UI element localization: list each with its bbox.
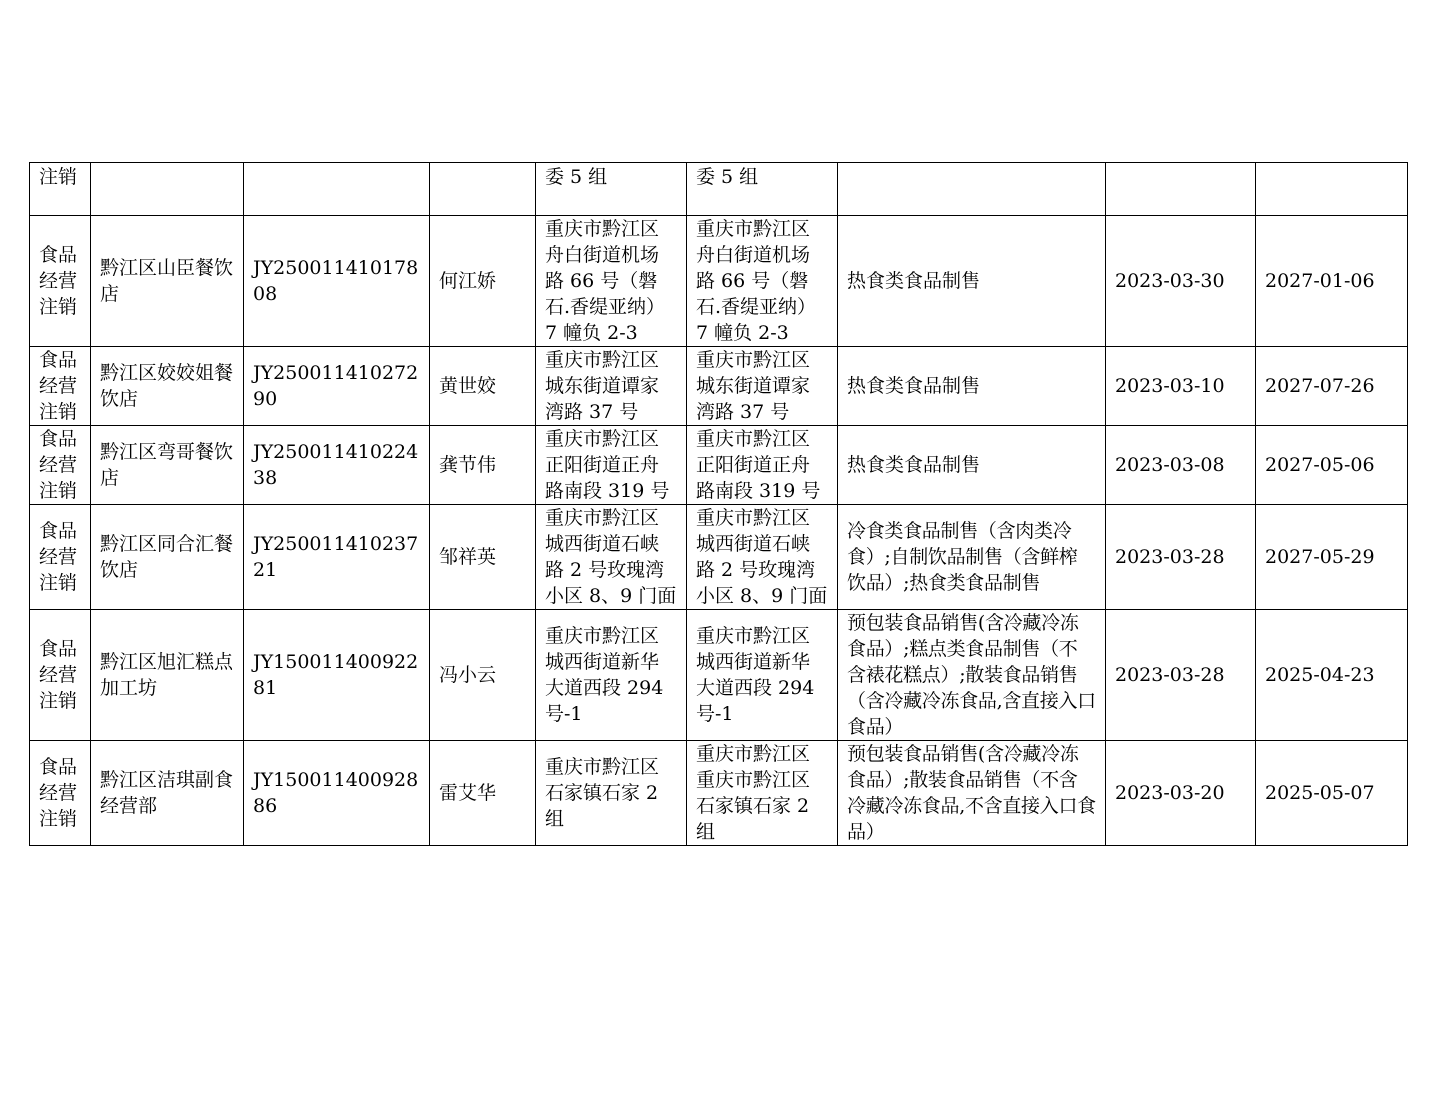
table-row [30,741,1408,846]
cell-name: 黔江区同合汇餐饮店 [91,505,244,610]
cell-cancel-date: 2023-03-30 [1106,216,1256,347]
cell-cancel-date: 2023-03-28 [1106,610,1256,741]
cell-license: JY15001140092281 [244,610,430,741]
table-row [30,426,1408,505]
cell-biz-addr: 重庆市黔江区城东街道谭家湾路 37 号 [687,347,838,426]
table-row [30,505,1408,610]
cell-biz-addr: 重庆市黔江区城西街道新华大道西段 294 号-1 [687,610,838,741]
cell-valid-until: 2027-05-06 [1256,426,1408,505]
cell-person: 邹祥英 [430,505,536,610]
cell-type: 食品经营注销 [30,741,91,846]
cell-reg-addr: 重庆市黔江区正阳街道正舟路南段 319 号 [536,426,687,505]
cell-license: JY25001141027290 [244,347,430,426]
cell-reg-addr: 委 5 组 [536,163,687,216]
cell-valid-until: 2027-07-26 [1256,347,1408,426]
cell-type: 食品经营注销 [30,610,91,741]
cell-person [430,163,536,216]
cell-cancel-date: 2023-03-20 [1106,741,1256,846]
cell-valid-until: 2027-05-29 [1256,505,1408,610]
cell-person: 黄世姣 [430,347,536,426]
cell-type: 食品经营注销 [30,347,91,426]
cell-person: 何江娇 [430,216,536,347]
cell-valid-until: 2027-01-06 [1256,216,1408,347]
cell-type: 注销 [30,163,91,216]
cell-cancel-date: 2023-03-28 [1106,505,1256,610]
cell-type: 食品经营注销 [30,426,91,505]
cell-biz-addr: 重庆市黔江区城西街道石峡路 2 号玫瑰湾小区 8、9 门面 [687,505,838,610]
table-row [30,216,1408,347]
cell-biz-addr: 委 5 组 [687,163,838,216]
cell-person: 冯小云 [430,610,536,741]
cell-name: 黔江区弯哥餐饮店 [91,426,244,505]
cell-license: JY25001141022438 [244,426,430,505]
table-row [30,163,1408,216]
license-cancellation-table [29,162,1408,846]
cell-type: 食品经营注销 [30,216,91,347]
table-row [30,610,1408,741]
cell-scope: 预包装食品销售(含冷藏冷冻食品）;糕点类食品制售（不含裱花糕点）;散装食品销售（含冷藏冷冻食品,含直接入口食品） [838,610,1106,741]
cell-name [91,163,244,216]
cell-type: 食品经营注销 [30,505,91,610]
cell-reg-addr: 重庆市黔江区城东街道谭家湾路 37 号 [536,347,687,426]
cell-license: JY25001141023721 [244,505,430,610]
cell-person: 雷艾华 [430,741,536,846]
cell-reg-addr: 重庆市黔江区城西街道石峡路 2 号玫瑰湾小区 8、9 门面 [536,505,687,610]
cell-license: JY25001141017808 [244,216,430,347]
cell-name: 黔江区旭汇糕点加工坊 [91,610,244,741]
cell-reg-addr: 重庆市黔江区城西街道新华大道西段 294 号-1 [536,610,687,741]
cell-name: 黔江区姣姣姐餐饮店 [91,347,244,426]
cell-biz-addr: 重庆市黔江区正阳街道正舟路南段 319 号 [687,426,838,505]
cell-scope [838,163,1106,216]
cell-license: JY15001140092886 [244,741,430,846]
cell-valid-until: 2025-05-07 [1256,741,1408,846]
cell-biz-addr: 重庆市黔江区重庆市黔江区石家镇石家 2 组 [687,741,838,846]
cell-biz-addr: 重庆市黔江区舟白街道机场路 66 号（磐石.香缇亚纳）7 幢负 2-3 [687,216,838,347]
cell-scope: 冷食类食品制售（含肉类冷食）;自制饮品制售（含鲜榨饮品）;热食类食品制售 [838,505,1106,610]
cell-license [244,163,430,216]
cell-person: 龚节伟 [430,426,536,505]
cell-name: 黔江区洁琪副食经营部 [91,741,244,846]
cell-reg-addr: 重庆市黔江区舟白街道机场路 66 号（磐石.香缇亚纳）7 幢负 2-3 [536,216,687,347]
cell-cancel-date [1106,163,1256,216]
cell-scope: 热食类食品制售 [838,347,1106,426]
cell-name: 黔江区山臣餐饮店 [91,216,244,347]
cell-reg-addr: 重庆市黔江区石家镇石家 2 组 [536,741,687,846]
cell-cancel-date: 2023-03-08 [1106,426,1256,505]
table-row [30,347,1408,426]
cell-scope: 预包装食品销售(含冷藏冷冻食品）;散装食品销售（不含冷藏冷冻食品,不含直接入口食品） [838,741,1106,846]
cell-cancel-date: 2023-03-10 [1106,347,1256,426]
cell-scope: 热食类食品制售 [838,216,1106,347]
cell-valid-until: 2025-04-23 [1256,610,1408,741]
cell-scope: 热食类食品制售 [838,426,1106,505]
cell-valid-until [1256,163,1408,216]
